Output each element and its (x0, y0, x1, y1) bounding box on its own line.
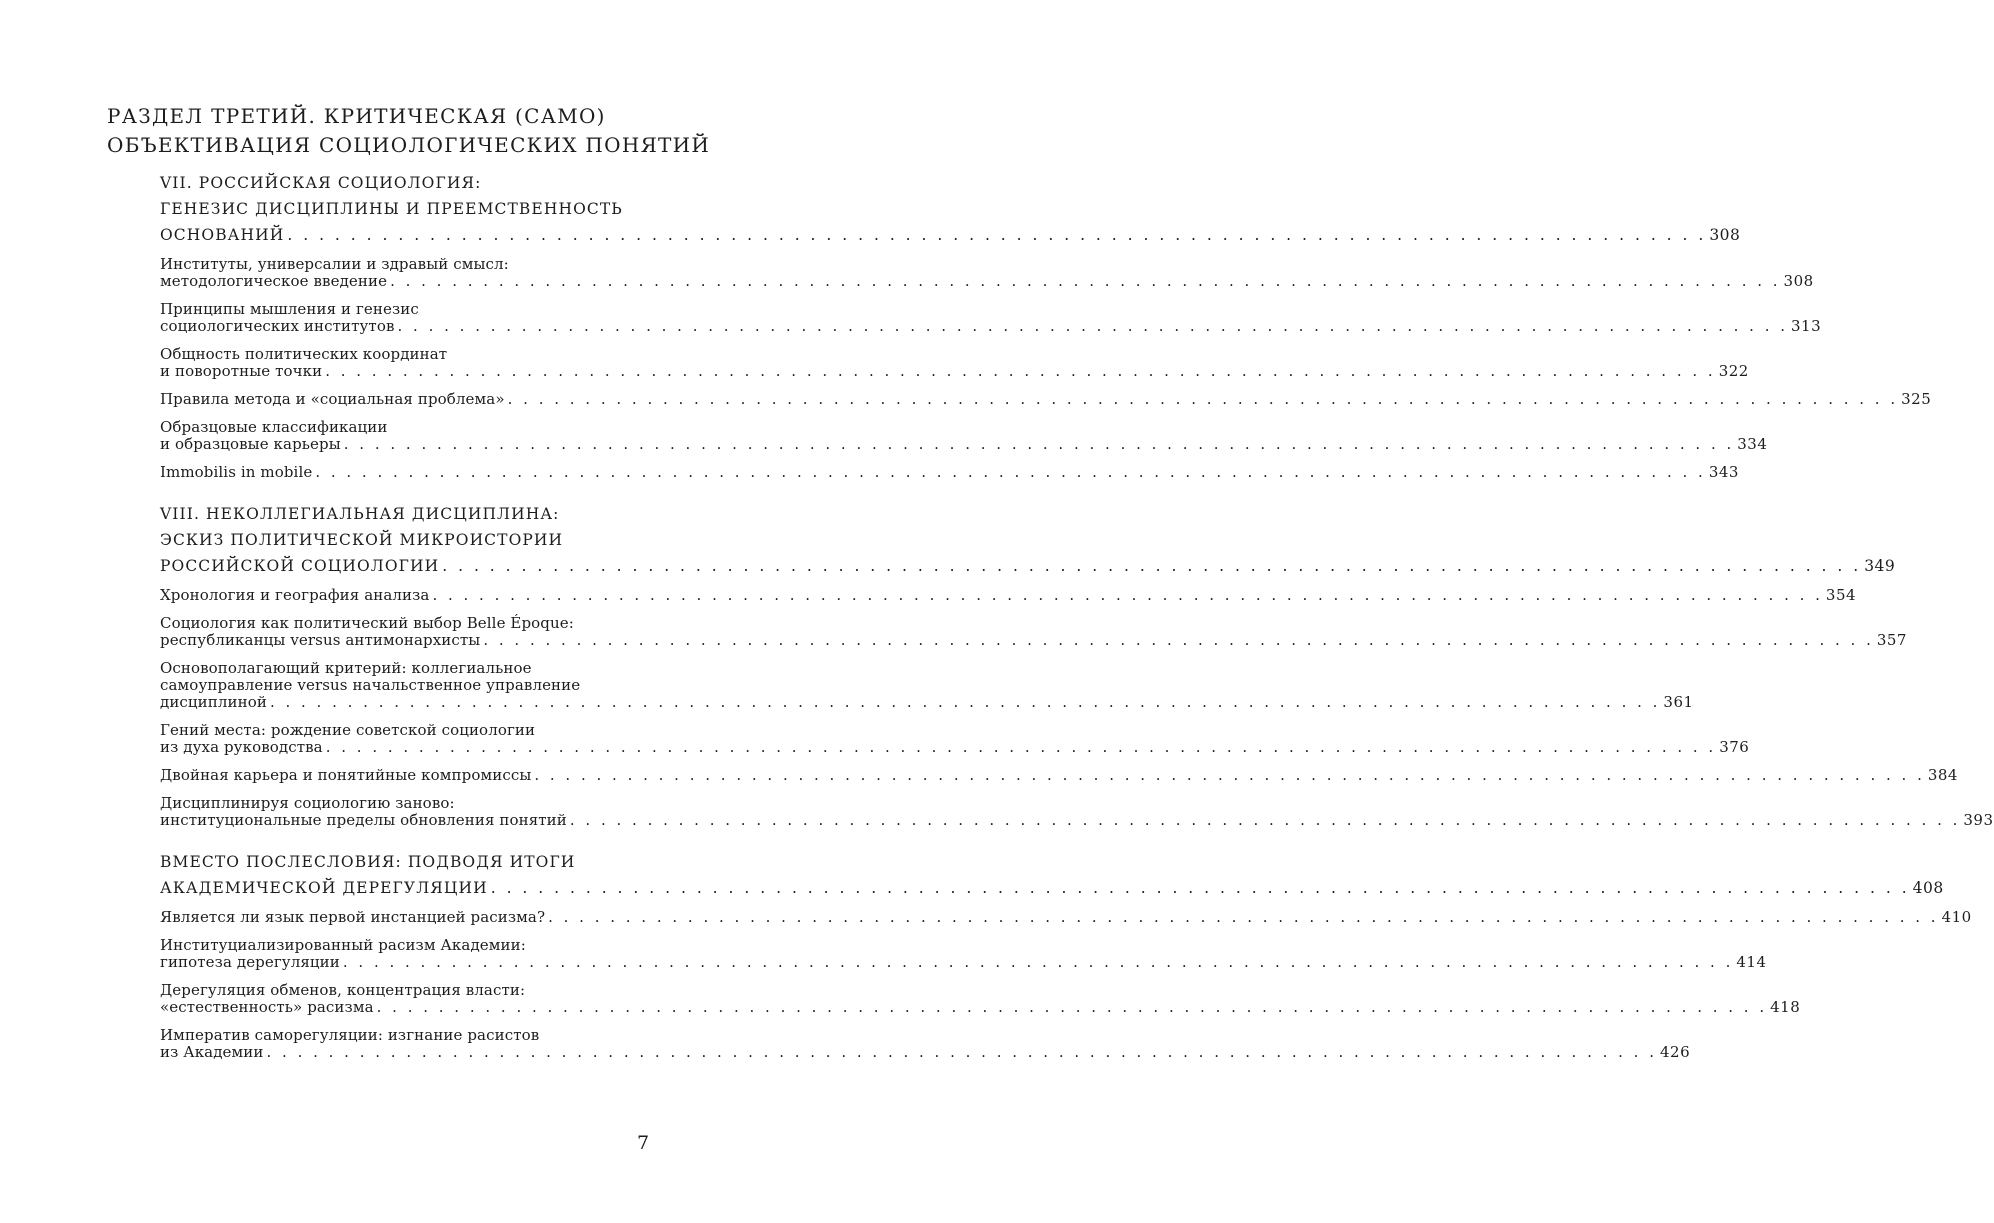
toc-entry-leader-row (160, 586, 1857, 604)
chapter-heading-leader-row (160, 875, 1944, 901)
toc-entry-leader-row (160, 390, 1932, 408)
chapter-heading-line: VII. РОССИЙСКАЯ СОЦИОЛОГИЯ: (160, 174, 482, 192)
toc-entry-line: Хронология и география анализа (160, 586, 430, 604)
dot-leader: . . . . . . . . . . . . . . . . . . . . . . . . . . . . . . . . . . . . . . . . . . . . . . . . . . . . . . . . . . . . . . . . . . . . . . . . . . . . . . . . . . . . . . . . . . (507, 390, 1899, 408)
chapter-heading (160, 170, 1741, 248)
chapter-heading-line: ВМЕСТО ПОСЛЕСЛОВИЯ: ПОДВОДЯ ИТОГИ (160, 853, 576, 871)
toc-entry-line: Социология как политический выбор Belle Époque: (160, 614, 574, 632)
dot-leader: . . . . . . . . . . . . . . . . . . . . . . . . . . . . . . . . . . . . . . . . . . . . . . . . . . . . . . . . . . . . . . . . . . . . . . . . . . . . . . . . . . . . . . . . . . (490, 879, 1910, 897)
toc-entry-page-number: 376 (1719, 738, 1750, 756)
toc-entry-leader-row (160, 1043, 1691, 1061)
toc-entry-line: дисциплиной (160, 693, 267, 711)
toc-entry (160, 345, 1749, 380)
chapter-heading-line: ЭСКИЗ ПОЛИТИЧЕСКОЙ МИКРОИСТОРИИ (160, 531, 564, 549)
dot-leader: . . . . . . . . . . . . . . . . . . . . . . . . . . . . . . . . . . . . . . . . . . . . . . . . . . . . . . . . . . . . . . . . . . . . . . . . . . . . . . . . . . . . . . . . . . (569, 811, 1961, 829)
toc-entry-line: Принципы мышления и генезис (160, 300, 419, 318)
toc-chapter (160, 170, 1932, 481)
toc-entry (160, 255, 1814, 290)
toc-entry-line: и образцовые карьеры (160, 435, 341, 453)
page-number: 7 (637, 1132, 650, 1154)
chapter-heading (160, 849, 1944, 901)
dot-leader: . . . . . . . . . . . . . . . . . . . . . . . . . . . . . . . . . . . . . . . . . . . . . . . . . . . . . . . . . . . . . . . . . . . . . . . . . . . . . . . . . . . . . . . . . . (325, 738, 1717, 756)
toc-entry-line: Образцовые классификации (160, 418, 388, 436)
part-title-line: ОБЪЕКТИВАЦИЯ СОЦИОЛОГИЧЕСКИХ ПОНЯТИЙ (107, 133, 711, 157)
toc-entry-page-number: 322 (1718, 362, 1749, 380)
dot-leader: . . . . . . . . . . . . . . . . . . . . . . . . . . . . . . . . . . . . . . . . . . . . . . . . . . . . . . . . . . . . . . . . . . . . . . . . . . . . . . . . . . . . . . . . . . (442, 557, 1862, 575)
toc-entry-page-number: 414 (1736, 953, 1767, 971)
dot-leader: . . . . . . . . . . . . . . . . . . . . . . . . . . . . . . . . . . . . . . . . . . . . . . . . . . . . . . . . . . . . . . . . . . . . . . . . . . . . . . . . . . . . . . . . . . (269, 693, 1661, 711)
toc-entry-line: Дисциплинируя социологию заново: (160, 794, 455, 812)
toc-entry-leader-row (160, 766, 1958, 784)
toc-entry-line: и поворотные точки (160, 362, 323, 380)
toc-entry-line: Основополагающий критерий: коллегиальное (160, 659, 532, 677)
toc-entry (160, 614, 1907, 649)
toc-entry (160, 300, 1822, 335)
part-title (107, 102, 747, 160)
toc-entry (160, 463, 1739, 481)
toc-entry-line: методологическое введение (160, 272, 388, 290)
toc-entry-page-number: 308 (1783, 272, 1814, 290)
table-of-contents (160, 170, 1994, 1081)
toc-entry-page-number: 393 (1963, 811, 1994, 829)
toc-entry-leader-row (160, 738, 1750, 756)
toc-entry-line: Правила метода и «социальная проблема» (160, 390, 505, 408)
toc-entry (160, 766, 1958, 784)
part-title-line: РАЗДЕЛ ТРЕТИЙ. КРИТИЧЕСКАЯ (САМО) (107, 104, 606, 128)
dot-leader: . . . . . . . . . . . . . . . . . . . . . . . . . . . . . . . . . . . . . . . . . . . . . . . . . . . . . . . . . . . . . . . . . . . . . . . . . . . . . . . . . . . . . . . . . . (342, 953, 1734, 971)
toc-entry (160, 390, 1932, 408)
dot-leader: . . . . . . . . . . . . . . . . . . . . . . . . . . . . . . . . . . . . . . . . . . . . . . . . . . . . . . . . . . . . . . . . . . . . . . . . . . . . . . . . . . . . . . . . . . (376, 998, 1768, 1016)
toc-entry-page-number: 361 (1663, 693, 1694, 711)
toc-entry-leader-row (160, 317, 1822, 335)
toc-entry (160, 586, 1857, 604)
toc-entry-page-number: 357 (1876, 631, 1907, 649)
toc-entry-page-number: 354 (1825, 586, 1857, 604)
toc-chapter (160, 501, 1994, 829)
toc-entry-leader-row (160, 435, 1768, 453)
chapter-heading-line: VIII. НЕКОЛЛЕГИАЛЬНАЯ ДИСЦИПЛИНА: (160, 505, 560, 523)
toc-entry (160, 981, 1801, 1016)
dot-leader: . . . . . . . . . . . . . . . . . . . . . . . . . . . . . . . . . . . . . . . . . . . . . . . . . . . . . . . . . . . . . . . . . . . . . . . . . . . . . . . . . . . . . . . . . . (483, 631, 1874, 649)
toc-entry (160, 794, 1994, 829)
chapter-heading-page-number: 308 (1709, 226, 1741, 244)
chapter-heading-line: РОССИЙСКОЙ СОЦИОЛОГИИ (160, 557, 440, 575)
toc-entry-page-number: 313 (1791, 317, 1822, 335)
toc-entry-leader-row (160, 362, 1749, 380)
chapter-heading (160, 501, 1896, 579)
toc-entry-line: из Академии (160, 1043, 264, 1061)
toc-entry (160, 418, 1768, 453)
dot-leader: . . . . . . . . . . . . . . . . . . . . . . . . . . . . . . . . . . . . . . . . . . . . . . . . . . . . . . . . . . . . . . . . . . . . . . . . . . . . . . . . . . . . . . . . . . (548, 908, 1939, 926)
toc-entry-line: Институциализированный расизм Академии: (160, 936, 526, 954)
dot-leader: . . . . . . . . . . . . . . . . . . . . . . . . . . . . . . . . . . . . . . . . . . . . . . . . . . . . . . . . . . . . . . . . . . . . . . . . . . . . . . . . . . . . . . . . . . (343, 435, 1735, 453)
toc-entry-line: «естественность» расизма (160, 998, 374, 1016)
dot-leader: . . . . . . . . . . . . . . . . . . . . . . . . . . . . . . . . . . . . . . . . . . . . . . . . . . . . . . . . . . . . . . . . . . . . . . . . . . . . . . . . . . . . . . . . . . (397, 317, 1788, 335)
toc-entry-line: Гений места: рождение советской социологии (160, 721, 536, 739)
toc-entry-leader-row (160, 811, 1994, 829)
chapter-heading-line: ОСНОВАНИЙ (160, 226, 285, 244)
toc-entry-line: Императив саморегуляции: изгнание расистов (160, 1026, 540, 1044)
toc-entry-page-number: 334 (1737, 435, 1768, 453)
toc-entry (160, 1026, 1691, 1061)
toc-entry-line: Институты, универсалии и здравый смысл: (160, 255, 509, 273)
dot-leader: . . . . . . . . . . . . . . . . . . . . . . . . . . . . . . . . . . . . . . . . . . . . . . . . . . . . . . . . . . . . . . . . . . . . . . . . . . . . . . . . . . . . . . . . . . (266, 1043, 1657, 1061)
toc-entry-page-number: 384 (1927, 766, 1958, 784)
chapter-heading-page-number: 349 (1864, 557, 1896, 575)
toc-entry-line: Двойная карьера и понятийные компромиссы (160, 766, 532, 784)
toc-entry-line: Общность политических координат (160, 345, 448, 363)
toc-entry (160, 659, 1694, 711)
chapter-heading-leader-row (160, 222, 1741, 248)
toc-entry-line: Является ли язык первой инстанцией расизма? (160, 908, 546, 926)
toc-entry-leader-row (160, 908, 1972, 926)
dot-leader: . . . . . . . . . . . . . . . . . . . . . . . . . . . . . . . . . . . . . . . . . . . . . . . . . . . . . . . . . . . . . . . . . . . . . . . . . . . . . . . . . . . . . . . . . . (432, 586, 1823, 604)
toc-entry-leader-row (160, 631, 1907, 649)
toc-entry-page-number: 410 (1941, 908, 1972, 926)
toc-entry-line: Immobilis in mobile (160, 463, 313, 481)
toc-entry-line: республиканцы versus антимонархисты (160, 631, 481, 649)
toc-entry-page-number: 325 (1901, 390, 1932, 408)
toc-entry-line: гипотеза дерегуляции (160, 953, 340, 971)
chapter-heading-line: ГЕНЕЗИС ДИСЦИПЛИНЫ И ПРЕЕМСТВЕННОСТЬ (160, 200, 623, 218)
toc-entry-leader-row (160, 463, 1739, 481)
toc-entry-line: Дерегуляция обменов, концентрация власти: (160, 981, 526, 999)
toc-entry-line: самоуправление versus начальственное управление (160, 676, 581, 694)
chapter-heading-line: АКАДЕМИЧЕСКОЙ ДЕРЕГУЛЯЦИИ (160, 879, 488, 897)
chapter-heading-leader-row (160, 553, 1896, 579)
toc-entry-line: социологических институтов (160, 317, 395, 335)
dot-leader: . . . . . . . . . . . . . . . . . . . . . . . . . . . . . . . . . . . . . . . . . . . . . . . . . . . . . . . . . . . . . . . . . . . . . . . . . . . . . . . . . . . . . . . . . . (390, 272, 1781, 290)
toc-entry-page-number: 343 (1708, 463, 1739, 481)
toc-entry-page-number: 418 (1770, 998, 1801, 1016)
toc-entry-leader-row (160, 953, 1767, 971)
dot-leader: . . . . . . . . . . . . . . . . . . . . . . . . . . . . . . . . . . . . . . . . . . . . . . . . . . . . . . . . . . . . . . . . . . . . . . . . . . . . . . . . . . . . . . . . . . (534, 766, 1925, 784)
toc-entry-leader-row (160, 693, 1694, 711)
toc-entry (160, 908, 1972, 926)
dot-leader: . . . . . . . . . . . . . . . . . . . . . . . . . . . . . . . . . . . . . . . . . . . . . . . . . . . . . . . . . . . . . . . . . . . . . . . . . . . . . . . . . . . . . . . . . . (325, 362, 1716, 380)
dot-leader: . . . . . . . . . . . . . . . . . . . . . . . . . . . . . . . . . . . . . . . . . . . . . . . . . . . . . . . . . . . . . . . . . . . . . . . . . . . . . . . . . . . . . . . . . . (287, 226, 1707, 244)
toc-entry-leader-row (160, 272, 1814, 290)
toc-entry-leader-row (160, 998, 1801, 1016)
toc-entry-page-number: 426 (1659, 1043, 1691, 1061)
toc-entry-line: из духа руководства (160, 738, 323, 756)
dot-leader: . . . . . . . . . . . . . . . . . . . . . . . . . . . . . . . . . . . . . . . . . . . . . . . . . . . . . . . . . . . . . . . . . . . . . . . . . . . . . . . . . . . . . . . . . . (315, 463, 1706, 481)
chapter-heading-page-number: 408 (1912, 879, 1944, 897)
toc-entry (160, 721, 1750, 756)
toc-entry (160, 936, 1767, 971)
toc-chapter (160, 849, 1972, 1061)
toc-entry-line: институциональные пределы обновления понятий (160, 811, 567, 829)
